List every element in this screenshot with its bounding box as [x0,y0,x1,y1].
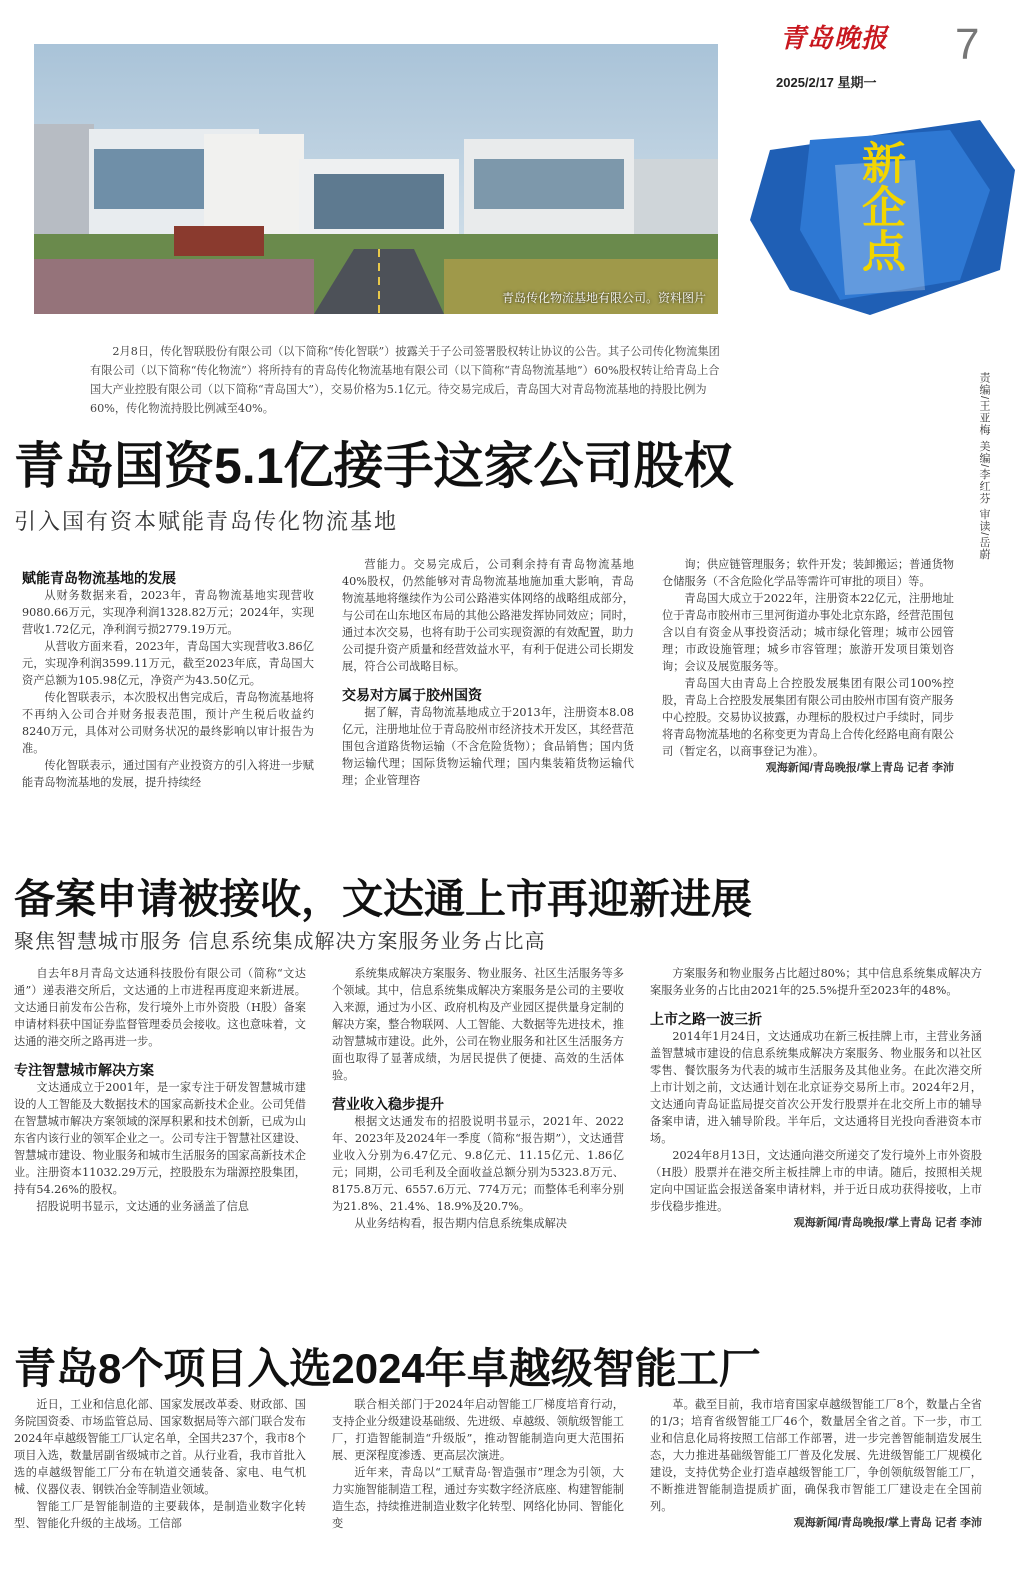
article3-column-1 [14,1396,306,1532]
lead-photo [34,44,718,314]
section-heading: 交易对方属于胶州国资 [342,687,482,703]
section-heading: 赋能青岛物流基地的发展 [22,570,176,586]
paragraph: 革。截至目前，我市培育国家卓越级智能工厂8个，数量占全省的1/3；培育省级智能工厂46个，数量居全省之首。下一步，市工业和信息化局将按照工信部工作部署，进一步完善智能制造发展生态，大力推进基础级智能工厂普及化发展、先进级智能工厂规模化建设，支持优势企业打造卓越级智能工厂，争创领航级智能工厂，不断推进智能制造提质扩面，确保我市智能工厂建设走在全国前列。 [650,1398,982,1513]
article1-column-2 [342,556,634,789]
article2-column-1 [14,965,306,1215]
paragraph: 智能工厂是智能制造的主要载体，是制造业数字化转型、智能化升级的主战场。工信部 [14,1500,306,1530]
masthead-title: 青岛晚报 [780,24,889,54]
paragraph: 近日，工业和信息化部、国家发展改革委、财政部、国务院国资委、市场监管总局、国家数据局等六部门联合发布2024年卓越级智能工厂认定名单，全国共237个，我市8个项目入选，数量居副省级城市之首。从行业看，我市首批入选的卓越级智能工厂分布在轨道交通装备、家电、电气机械、仪器仪表、钢铁冶金等制造业领域。 [14,1398,306,1496]
paragraph: 从业务结构看，报告期内信息系统集成解决 [354,1217,567,1230]
editors-credit: 责编/王亚梅 美编/李红芬 审读/岳蔚 [978,372,990,561]
section-heading: 专注智慧城市解决方案 [14,1062,154,1078]
issue-date: 2025/2/17 星期一 [776,75,877,90]
paragraph: 青岛国大由青岛上合控股发展集团有限公司100%控股，青岛上合控股发展集团有限公司由胶州市国有资产服务中心控股。交易协议披露，办理标的股权过户手续时，同步将青岛物流基地的名称变更为青岛上合传化经路电商有限公司（暂定名，以商事登记为准）。 [662,677,954,758]
article2-column-2 [332,965,624,1232]
column-banner-text: 新企点 [855,140,904,272]
paragraph: 营能力。交易完成后，公司剩余持有青岛物流基地40%股权，仍然能够对青岛物流基地施加重大影响，青岛物流基地将继续作为公司公路港实体网络的战略组成部分，与公司在山东地区布局的其他公路港发挥协同效应；同时，通过本次交易，也将有助于公司实现资源的有效配置，助力公司提升资产质量和经营效益水平，有利于促进公司长期发展，符合公司战略目标。 [342,558,634,673]
article2-subheadline: 聚焦智慧城市服务 信息系统集成解决方案服务业务占比高 [14,931,546,953]
section-heading: 营业收入稳步提升 [332,1096,444,1112]
paragraph: 从财务数据来看，2023年，青岛物流基地实现营收9080.66万元，实现净利润1328.82万元；2024年，实现营收1.72亿元，净利润亏损2779.19万元。 [22,589,314,636]
paragraph: 传化智联表示，本次股权出售完成后，青岛物流基地将不再纳入公司合并财务报表范围，预计产生税后收益约8240万元，具体对公司财务状况的最终影响以审计报告为准。 [22,691,314,755]
article3-column-2 [332,1396,624,1532]
section-heading: 上市之路一波三折 [650,1011,762,1027]
page-number: 7 [955,20,980,69]
paragraph: 2024年8月13日，文达通向港交所递交了发行境外上市外资股（H股）股票并在港交所主板挂牌上市的申请。随后，按照相关规定向中国证监会报送备案申请材料，并于近日成功获得接收，上市步伐稳步推进。 [650,1149,982,1213]
paragraph: 联合相关部门于2024年启动智能工厂梯度培育行动，支持企业分级建设基础级、先进级、卓越级、领航级智能工厂，打造智能制造“升级版”，推动智能制造向更大范围拓展、更深程度渗透、更高层次演进。 [332,1398,624,1462]
article3-column-3 [650,1396,982,1532]
article1-column-3 [662,556,954,777]
article1-headline: 青岛国资5.1亿接手这家公司股权 [14,438,734,494]
paragraph: 据了解，青岛物流基地成立于2013年，注册资本8.08亿元，注册地址位于青岛胶州市经济技术开发区，其经营范围包含道路货物运输（不含危险货物）；食品销售；国内货物运输代理；国际货物运输代理；国内集装箱货物运输代理；企业管理咨 [342,706,634,787]
paragraph: 传化智联表示，通过国有产业投资方的引入将进一步赋能青岛物流基地的发展，提升持续经 [22,759,314,789]
paragraph: 从营收方面来看，2023年，青岛国大实现营收3.86亿元，实现净利润3599.11万元，截至2023年底，青岛国大资产总额为105.98亿元，净资产为43.50亿元。 [22,640,314,687]
article1-subheadline: 引入国有资本赋能青岛传化物流基地 [14,509,399,534]
paragraph: 系统集成解决方案服务、物业服务、社区生活服务等多个领域。其中，信息系统集成解决方案服务是公司的主要收入来源，通过为小区、政府机构及产业园区提供量身定制的解决方案，整合物联网、人工智能、大数据等先进技术，推动智慧城市建设。此外，公司在物业服务和社区生活服务方面也取得了显著成绩，为居民提供了便捷、高效的生活体验。 [332,967,624,1082]
article1-column-1 [22,570,314,791]
paragraph: 自去年8月青岛文达通科技股份有限公司（简称“文达通”）递表港交所后，文达通的上市进程再度迎来新进展。文达通日前发布公告称，发行境外上市外资股（H股）备案申请材料获中国证券监督管理委员会接收。这也意味着，文达通的港交所之路再进一步。 [14,967,306,1048]
building-photo [34,44,718,314]
article1-lead: 2月8日，传化智联股份有限公司（以下简称“传化智联”）披露关于子公司签署股权转让协议的公告。其子公司传化物流集团有限公司（以下简称“传化物流”）将所持有的青岛传化物流基地有限公司（以下简称“青岛物流基地”）60%股权转让给青岛上合国大产业控股有限公司（以下简称“青岛国大”），交易价格为5.1亿元。待交易完成后，青岛国大对青岛物流基地的持股比例为60%，传化物流持股比例减至40%。 [90,345,720,415]
paragraph: 根据文达通发布的招股说明书显示，2021年、2022年、2023年及2024年一季度（简称“报告期”），文达通营业收入分别为6.47亿元、9.8亿元、11.15亿元、1.86亿元；同期，公司毛利及全面收益总额分别为5323.8万元、8175.8万元、6557.6万元、774万元；而整体毛利率分别为21.8%、21.4%、18.9%及20.7%。 [332,1115,624,1213]
paragraph: 方案服务和物业服务占比超过80%；其中信息系统集成解决方案服务业务的占比由2021年的25.5%提升至2023年的48%。 [650,967,982,997]
paragraph: 2014年1月24日，文达通成功在新三板挂牌上市，主营业务涵盖智慧城市建设的信息系统集成解决方案服务、物业服务和以社区零售、餐饮服务为代表的城市生活服务及其他业务。在此次港交所上市计划之前，文达通计划在北京证券交易所上市。2024年2月，文达通向青岛证监局提交首次公开发行股票并在北交所上市的辅导备案申请，进入辅导阶段。半年后，文达通将目光投向香港资本市场。 [650,1030,982,1145]
column-banner [750,110,1020,320]
article2-headline: 备案申请被接收，文达通上市再迎新进展 [14,876,752,922]
paragraph: 询；供应链管理服务；软件开发；装卸搬运；普通货物仓储服务（不含危险化学品等需许可审批的项目）等。 [662,558,954,588]
paragraph: 招股说明书显示，文达通的业务涵盖了信息 [36,1200,249,1213]
article3-headline: 青岛8个项目入选2024年卓越级智能工厂 [14,1345,761,1392]
byline: 观海新闻/青岛晚报/掌上青岛 记者 李沛 [765,762,954,774]
photo-caption: 青岛传化物流基地有限公司。资料图片 [501,291,706,305]
article2-column-3 [650,965,982,1232]
paragraph: 青岛国大成立于2022年，注册资本22亿元，注册地址位于青岛市胶州市三里河街道办事处北京东路，经营范围包含以自有资金从事投资活动；城市绿化管理；城市公园管理；市政设施管理；城乡市容管理；旅游开发项目策划咨询；会议及展览服务等。 [662,592,954,673]
paragraph: 近年来，青岛以“工赋青岛·智造强市”理念为引领，大力实施智能制造工程，通过夯实数字经济底座、构建智能制造生态，持续推进制造业数字化转型、网络化协同、智能化变 [332,1466,624,1530]
byline: 观海新闻/青岛晚报/掌上青岛 记者 李沛 [793,1217,982,1229]
paragraph: 文达通成立于2001年，是一家专注于研发智慧城市建设的人工智能及大数据技术的国家高新技术企业。公司凭借在智慧城市解决方案领域的深厚积累和技术创新，已成为山东省内该行业的领军企业之一。公司专注于智慧社区建设、智慧城市建设、物业服务和城市生活服务的国家高新技术企业。注册资本11032.29万元，控股股东为瑞源控股集团，持有54.26%的股权。 [14,1081,306,1196]
byline: 观海新闻/青岛晚报/掌上青岛 记者 李沛 [793,1517,982,1529]
